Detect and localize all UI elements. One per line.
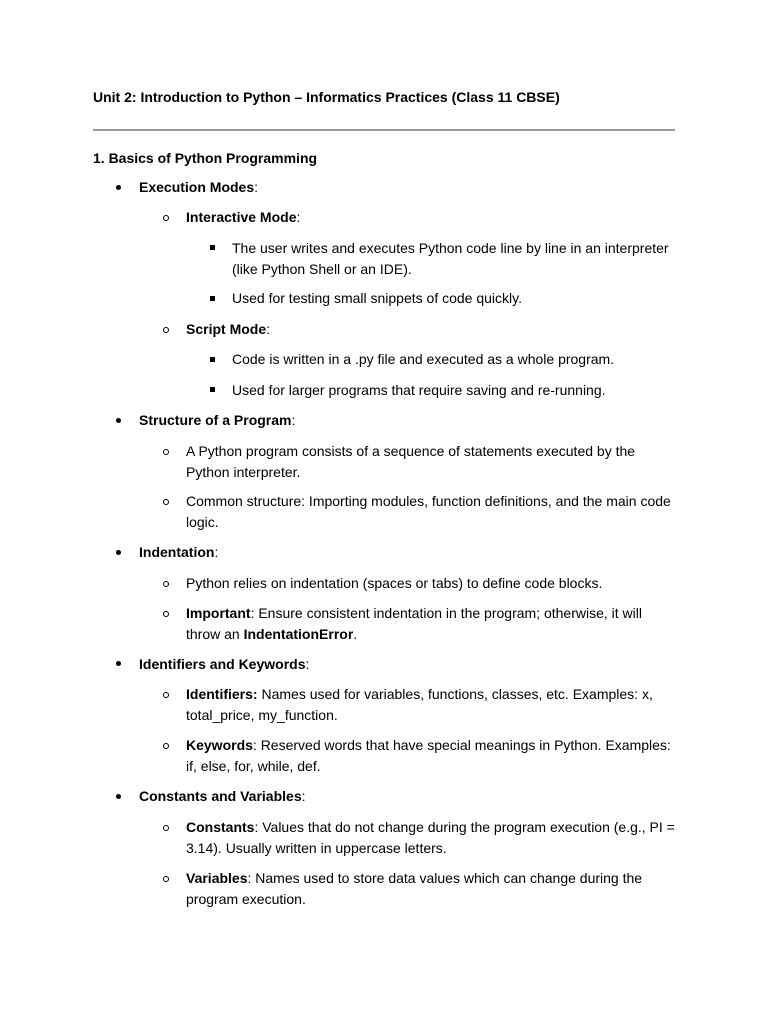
circle-bullet-icon — [163, 692, 169, 698]
list-item-constants-variables: Constants and Variables: — [139, 788, 306, 804]
list-item-variables: Variables: Names used to store data values which can change during the program execution. — [186, 870, 643, 907]
circle-bullet-icon — [163, 327, 169, 333]
list-item-identifiers: Identifiers: Names used for variables, functions, classes, etc. Examples: x, total_price, my_function. — [186, 686, 653, 723]
circle-bullet-icon — [163, 611, 169, 617]
circle-bullet-icon — [163, 743, 169, 749]
list-item-script-mode: Script Mode: — [186, 321, 271, 337]
list-item-interactive-point-1: The user writes and executes Python code line by line in an interpreter (like Python Shell or an IDE). — [232, 240, 669, 277]
horizontal-divider — [93, 129, 675, 131]
disc-bullet-icon — [116, 185, 121, 190]
list-item-indentation-important: Important: Ensure consistent indentation in the program; otherwise, it will throw an IndentationError. — [186, 605, 642, 642]
list-item-structure: Structure of a Program: — [139, 412, 296, 428]
disc-bullet-icon — [116, 794, 121, 799]
list-item-interactive-point-2: Used for testing small snippets of code quickly. — [232, 290, 522, 306]
disc-bullet-icon — [116, 550, 121, 555]
list-item-constants: Constants: Values that do not change during the program execution (e.g., PI = 3.14). Usually written in uppercase letters. — [186, 819, 675, 856]
square-bullet-icon — [210, 387, 215, 392]
circle-bullet-icon — [163, 499, 169, 505]
circle-bullet-icon — [163, 876, 169, 882]
square-bullet-icon — [210, 357, 215, 362]
circle-bullet-icon — [163, 825, 169, 831]
square-bullet-icon — [210, 296, 215, 301]
circle-bullet-icon — [163, 215, 169, 221]
list-item-indentation-point-1: Python relies on indentation (spaces or tabs) to define code blocks. — [186, 575, 603, 591]
list-item-structure-point-2: Common structure: Importing modules, function definitions, and the main code logic. — [186, 493, 671, 530]
list-item-execution-modes: Execution Modes: — [139, 179, 259, 195]
list-item-interactive-mode: Interactive Mode: — [186, 209, 301, 225]
square-bullet-icon — [210, 245, 215, 250]
list-item-structure-point-1: A Python program consists of a sequence of statements executed by the Python interpreter. — [186, 443, 636, 480]
list-item-identifiers-keywords: Identifiers and Keywords: — [139, 656, 310, 672]
list-item-keywords: Keywords: Reserved words that have special meanings in Python. Examples: if, else, for, while, def. — [186, 737, 671, 774]
list-item-indentation: Indentation: — [139, 544, 219, 560]
circle-bullet-icon — [163, 449, 169, 455]
section-heading: 1. Basics of Python Programming — [93, 150, 318, 166]
list-item-script-point-2: Used for larger programs that require saving and re-running. — [232, 382, 606, 398]
document-title: Unit 2: Introduction to Python – Informatics Practices (Class 11 CBSE) — [93, 89, 560, 105]
disc-bullet-icon — [116, 418, 121, 423]
disc-bullet-icon — [116, 661, 121, 666]
circle-bullet-icon — [163, 581, 169, 587]
list-item-script-point-1: Code is written in a .py file and executed as a whole program. — [232, 351, 615, 367]
